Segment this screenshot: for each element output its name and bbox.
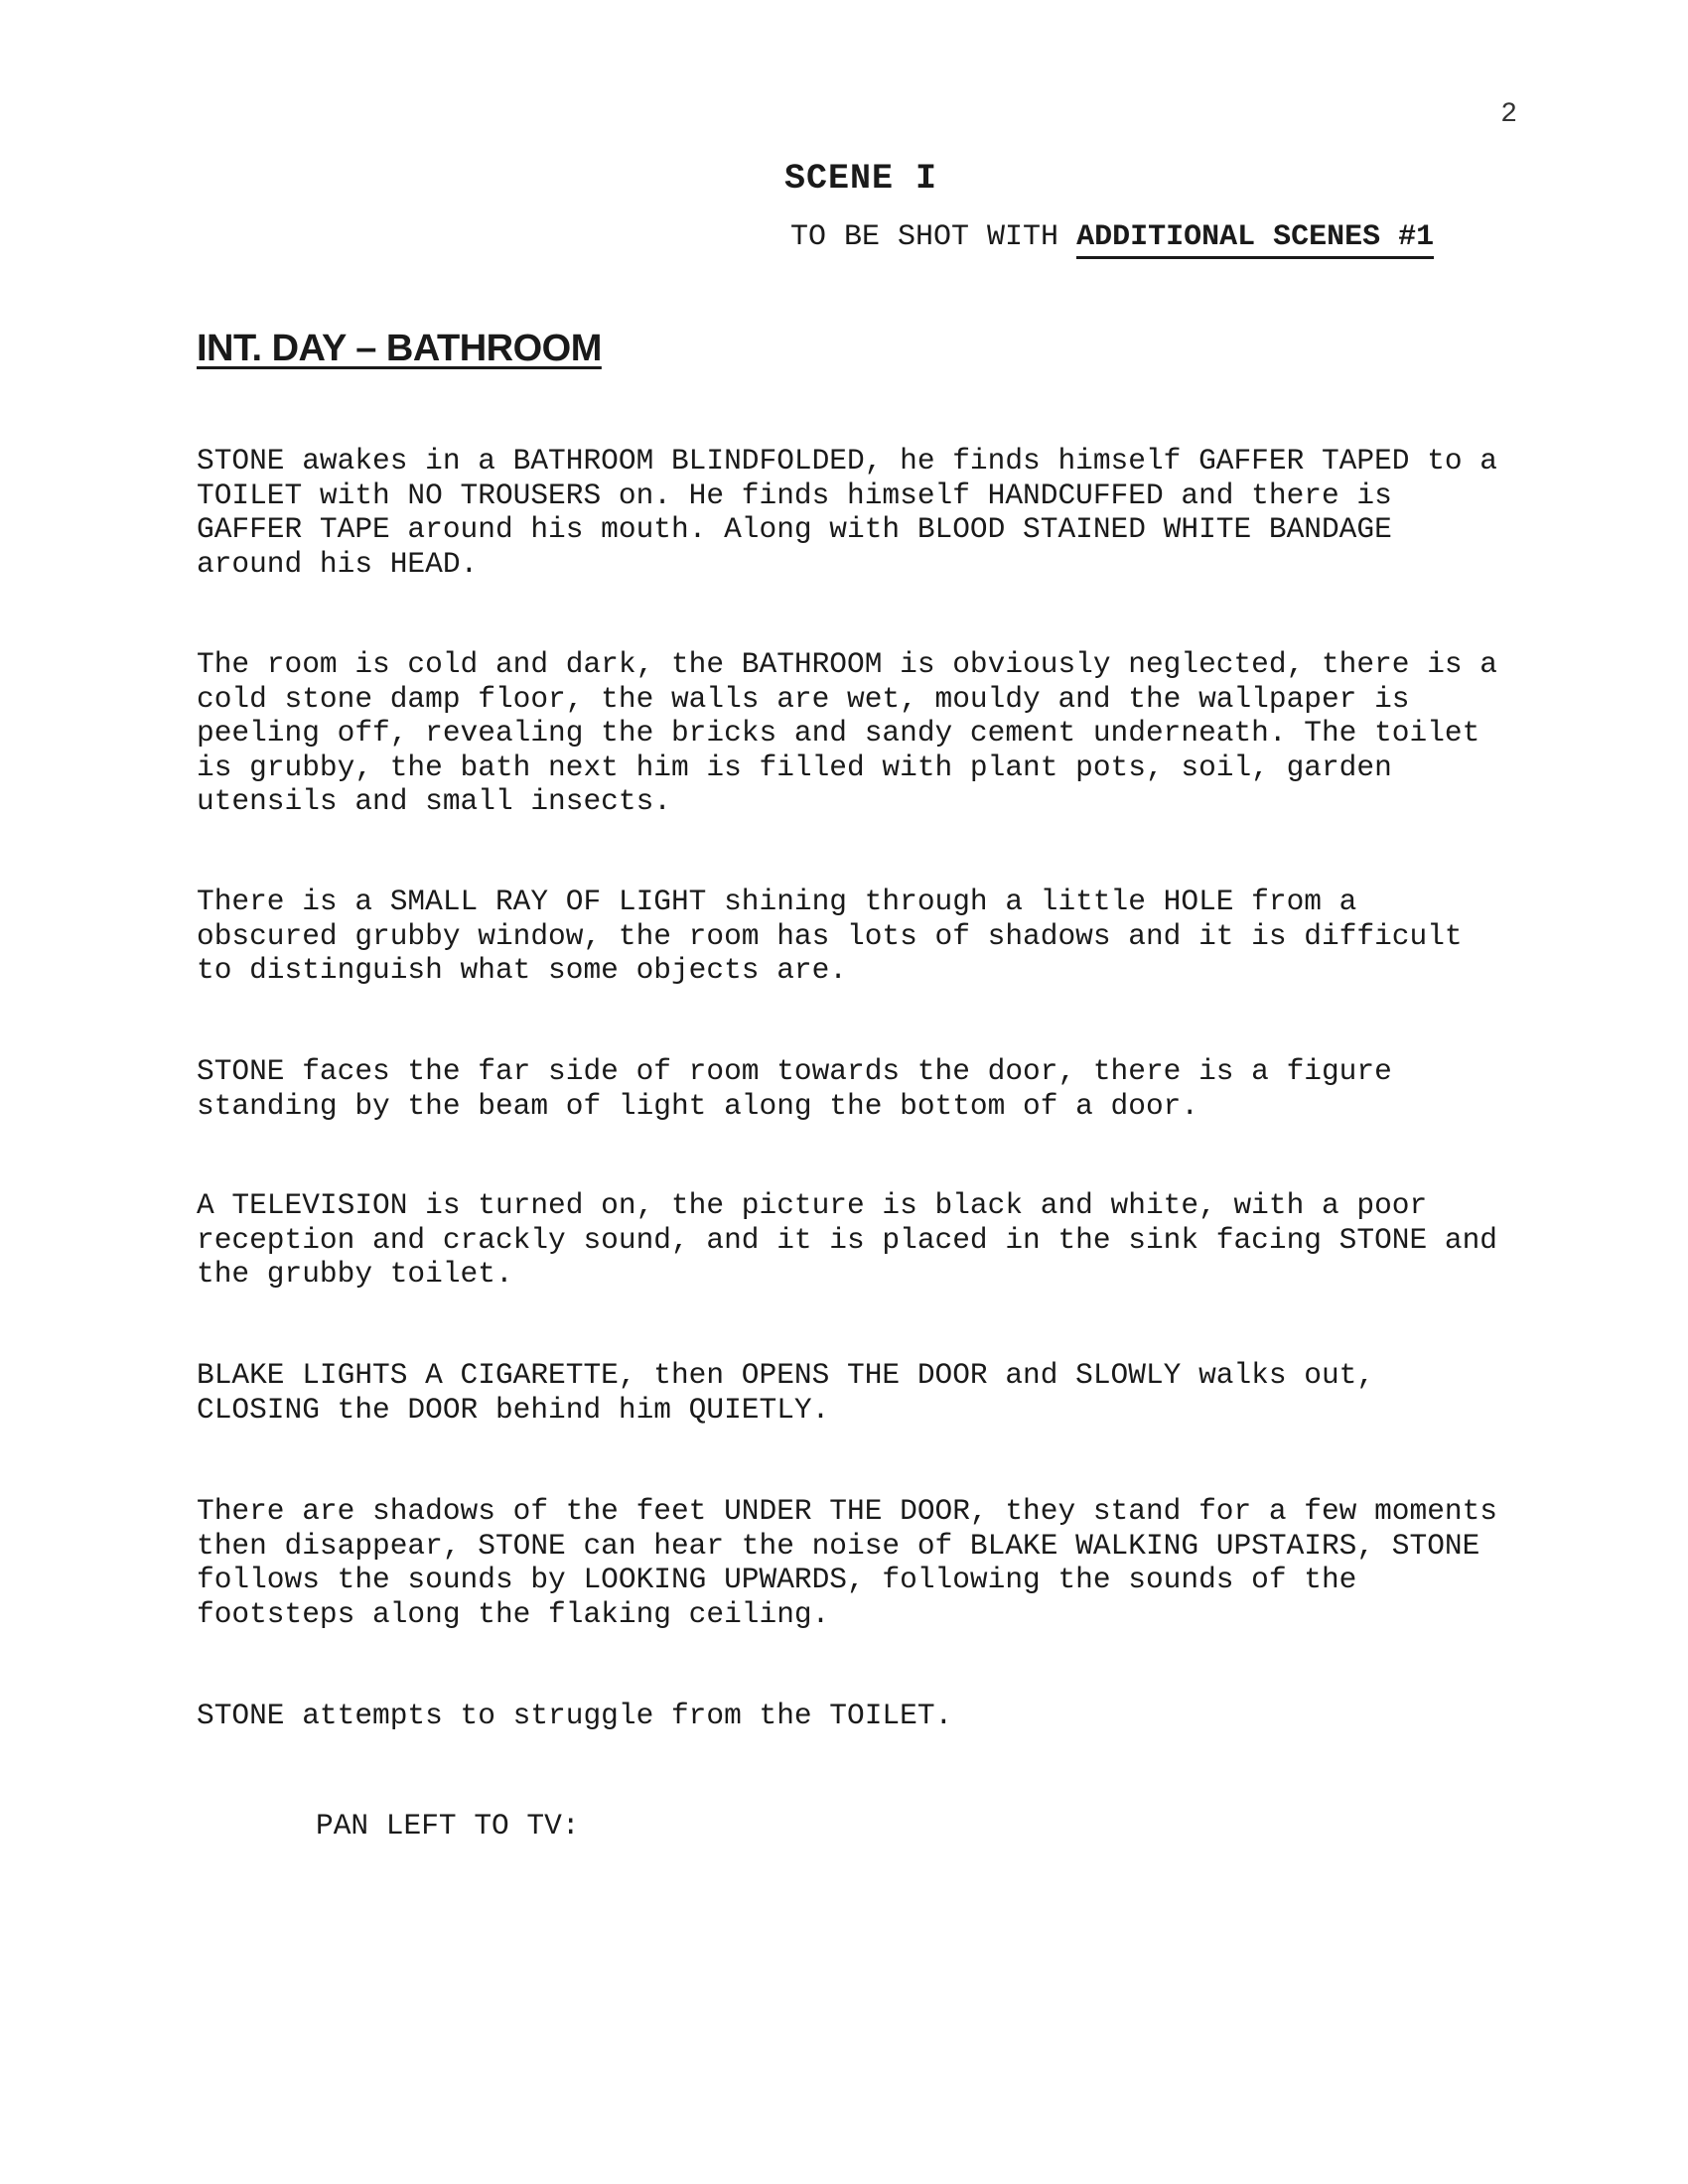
action-paragraph: BLAKE LIGHTS A CIGARETTE, then OPENS THE DOOR and SLOWLY walks out, CLOSING the DOOR behind him QUIETLY. bbox=[197, 1358, 1375, 1427]
shot-note-reference: ADDITIONAL SCENES #1 bbox=[1076, 220, 1434, 259]
scene-title: SCENE I bbox=[784, 159, 938, 199]
action-paragraph: A TELEVISION is turned on, the picture is black and white, with a poor reception and crackly sound, and it is placed in the sink facing STONE and the grubby toilet. bbox=[197, 1188, 1498, 1291]
shot-note bbox=[790, 220, 1434, 254]
shot-note-prefix: TO BE SHOT WITH bbox=[790, 220, 1059, 254]
action-paragraph: There are shadows of the feet UNDER THE DOOR, they stand for a few moments then disappear, STONE can hear the noise of BLAKE WALKING UPSTAIRS, STONE follows the sounds by LOOKING UPWARDS, following the sounds of the footsteps along the flaking ceiling. bbox=[197, 1494, 1498, 1631]
page-number: 2 bbox=[1500, 99, 1517, 130]
scene-heading: INT. DAY – BATHROOM bbox=[197, 328, 602, 369]
action-paragraph: STONE awakes in a BATHROOM BLINDFOLDED, he finds himself GAFFER TAPED to a TOILET with NO TROUSERS on. He finds himself HANDCUFFED and there is GAFFER TAPE around his mouth. Along with BLOOD STAINED WHITE BANDAGE around his HEAD. bbox=[197, 444, 1498, 581]
transition: PAN LEFT TO TV: bbox=[316, 1809, 580, 1843]
action-paragraph: The room is cold and dark, the BATHROOM is obviously neglected, there is a cold stone damp floor, the walls are wet, mouldy and the wallpaper is peeling off, revealing the bricks and sandy cement underneath. The toilet is grubby, the bath next him is filled with plant pots, soil, garden utensils and small insects. bbox=[197, 647, 1498, 818]
action-paragraph: STONE attempts to struggle from the TOILET. bbox=[197, 1699, 953, 1732]
action-paragraph: There is a SMALL RAY OF LIGHT shining through a little HOLE from a obscured grubby window, the room has lots of shadows and it is difficult to distinguish what some objects are. bbox=[197, 885, 1463, 987]
action-paragraph: STONE faces the far side of room towards the door, there is a figure standing by the beam of light along the bottom of a door. bbox=[197, 1054, 1392, 1123]
